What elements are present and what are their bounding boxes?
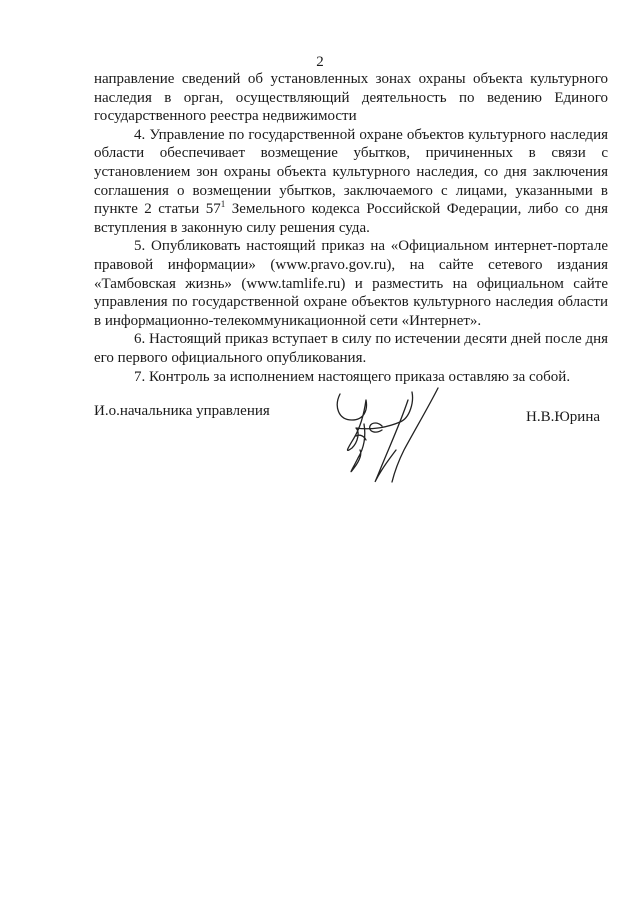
paragraph-6: 6. Настоящий приказ вступает в силу по истечении десяти дней после дня его первого официального опубликования. (94, 331, 608, 366)
paragraph-4-superscript: 1 (220, 199, 226, 210)
paragraph-continuation: направление сведений об установленных зонах охраны объекта культурного наследия в орган, осуществляющий деятельность по ведению Единого государственного реестра недвижимости (94, 71, 608, 125)
paragraph-7: 7. Контроль за исполнением настоящего приказа оставляю за собой. (134, 368, 571, 385)
signatory-name: Н.В.Юрина (526, 409, 600, 425)
handwritten-signature (330, 384, 480, 494)
paragraph-5: 5. Опубликовать настоящий приказ на «Официальном интернет-портале правовой информации» (www.pravo.gov.ru), на сайте сетевого издания «Тамбовская жизнь» (www.tamlife.ru) и разместить на официальном сайте управления по государственной охране объектов культурного наследия области в информационно-телекоммуникационной сети «Интернет». (94, 238, 608, 329)
paragraph-4-text-before: 4. Управление по государственной охране объектов культурного наследия области обеспечивает возмещение убытков, причиненных в связи с установлением зон охраны объекта культурного наследия, со дня заключения соглашения о возмещении убытков, заключаемого с лицами, указанными в пункте 2 статьи 57 (94, 126, 608, 218)
document-body (94, 70, 608, 386)
paragraph-4 (94, 126, 608, 238)
paragraph-4-text-after: Земельного кодекса Российской Федерации, либо со дня вступления в законную силу решения суда. (94, 201, 609, 236)
signature-block (94, 390, 608, 490)
page-number: 2 (316, 54, 324, 70)
signatory-position: И.о.начальника управления (94, 403, 270, 419)
